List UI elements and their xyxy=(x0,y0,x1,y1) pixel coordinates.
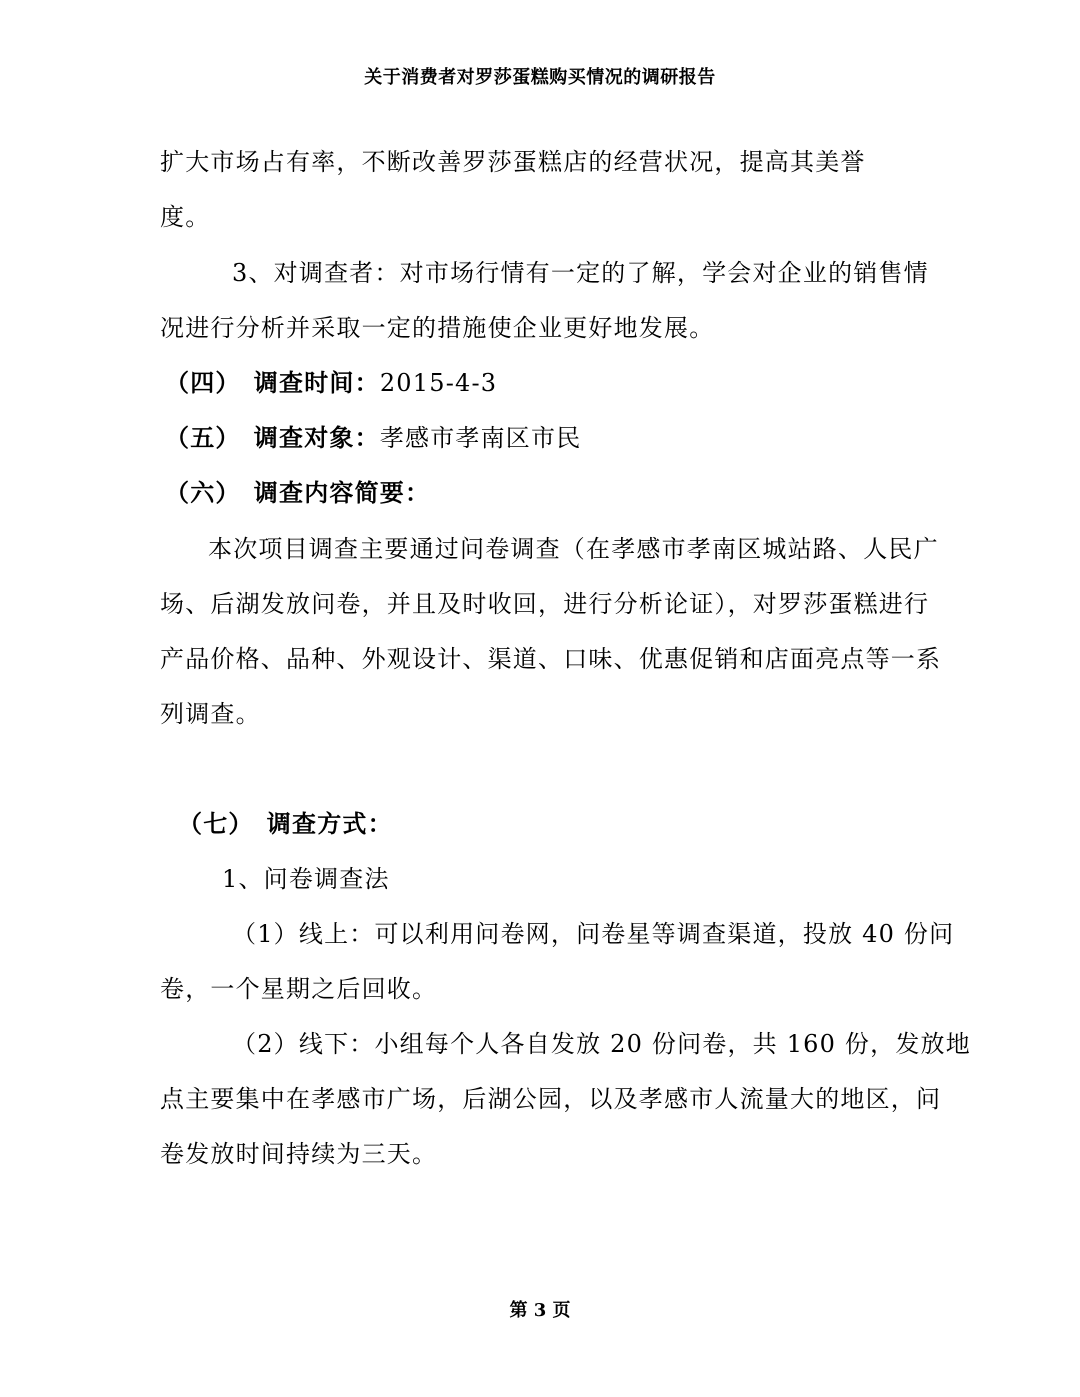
paragraph-line: 卷，一个星期之后回收。 xyxy=(160,975,438,1003)
paragraph-line: 本次项目调查主要通过问卷调查（在孝感市孝南区城站路、人民广 xyxy=(208,535,939,563)
paragraph-line: 点主要集中在孝感市广场，后湖公园，以及孝感市人流量大的地区，问 xyxy=(160,1085,942,1113)
section-value: 孝感市孝南区市民 xyxy=(379,424,582,452)
paragraph-line: 扩大市场占有率，不断改善罗莎蛋糕店的经营状况，提高其美誉 xyxy=(160,148,866,176)
section-survey-content-heading: （六） 调查内容简要： xyxy=(165,478,431,507)
page-number: 第 3 页 xyxy=(509,1300,571,1321)
paragraph-line: 场、后湖发放问卷，并且及时收回，进行分析论证），对罗莎蛋糕进行 xyxy=(160,590,930,618)
paragraph-line: 度。 xyxy=(160,203,211,231)
section-survey-subject xyxy=(165,423,581,453)
paragraph-line: 卷发放时间持续为三天。 xyxy=(160,1140,438,1168)
paragraph-line: 产品价格、品种、外观设计、渠道、口味、优惠促销和店面亮点等一系 xyxy=(160,645,942,673)
section-value: 2015-4-3 xyxy=(379,369,498,397)
list-item: 1、问卷调查法 xyxy=(222,865,390,893)
paragraph-line: 3、对调查者：对市场行情有一定的了解，学会对企业的销售情 xyxy=(232,259,929,287)
section-survey-method-heading: （七） 调查方式： xyxy=(178,809,393,838)
paragraph-line: （2）线下：小组每个人各自发放 20 份问卷，共 160 份，发放地 xyxy=(232,1030,971,1058)
section-label: （五） 调查对象： xyxy=(165,423,380,452)
section-label: （四） 调查时间： xyxy=(165,368,380,397)
paragraph-line: （1）线上：可以利用问卷网，问卷星等调查渠道，投放 40 份问 xyxy=(232,920,955,948)
page-header-title: 关于消费者对罗莎蛋糕购买情况的调研报告 xyxy=(364,67,716,88)
paragraph-line: 况进行分析并采取一定的措施使企业更好地发展。 xyxy=(160,314,715,342)
paragraph-line: 列调查。 xyxy=(160,700,261,728)
section-survey-time xyxy=(165,368,497,398)
